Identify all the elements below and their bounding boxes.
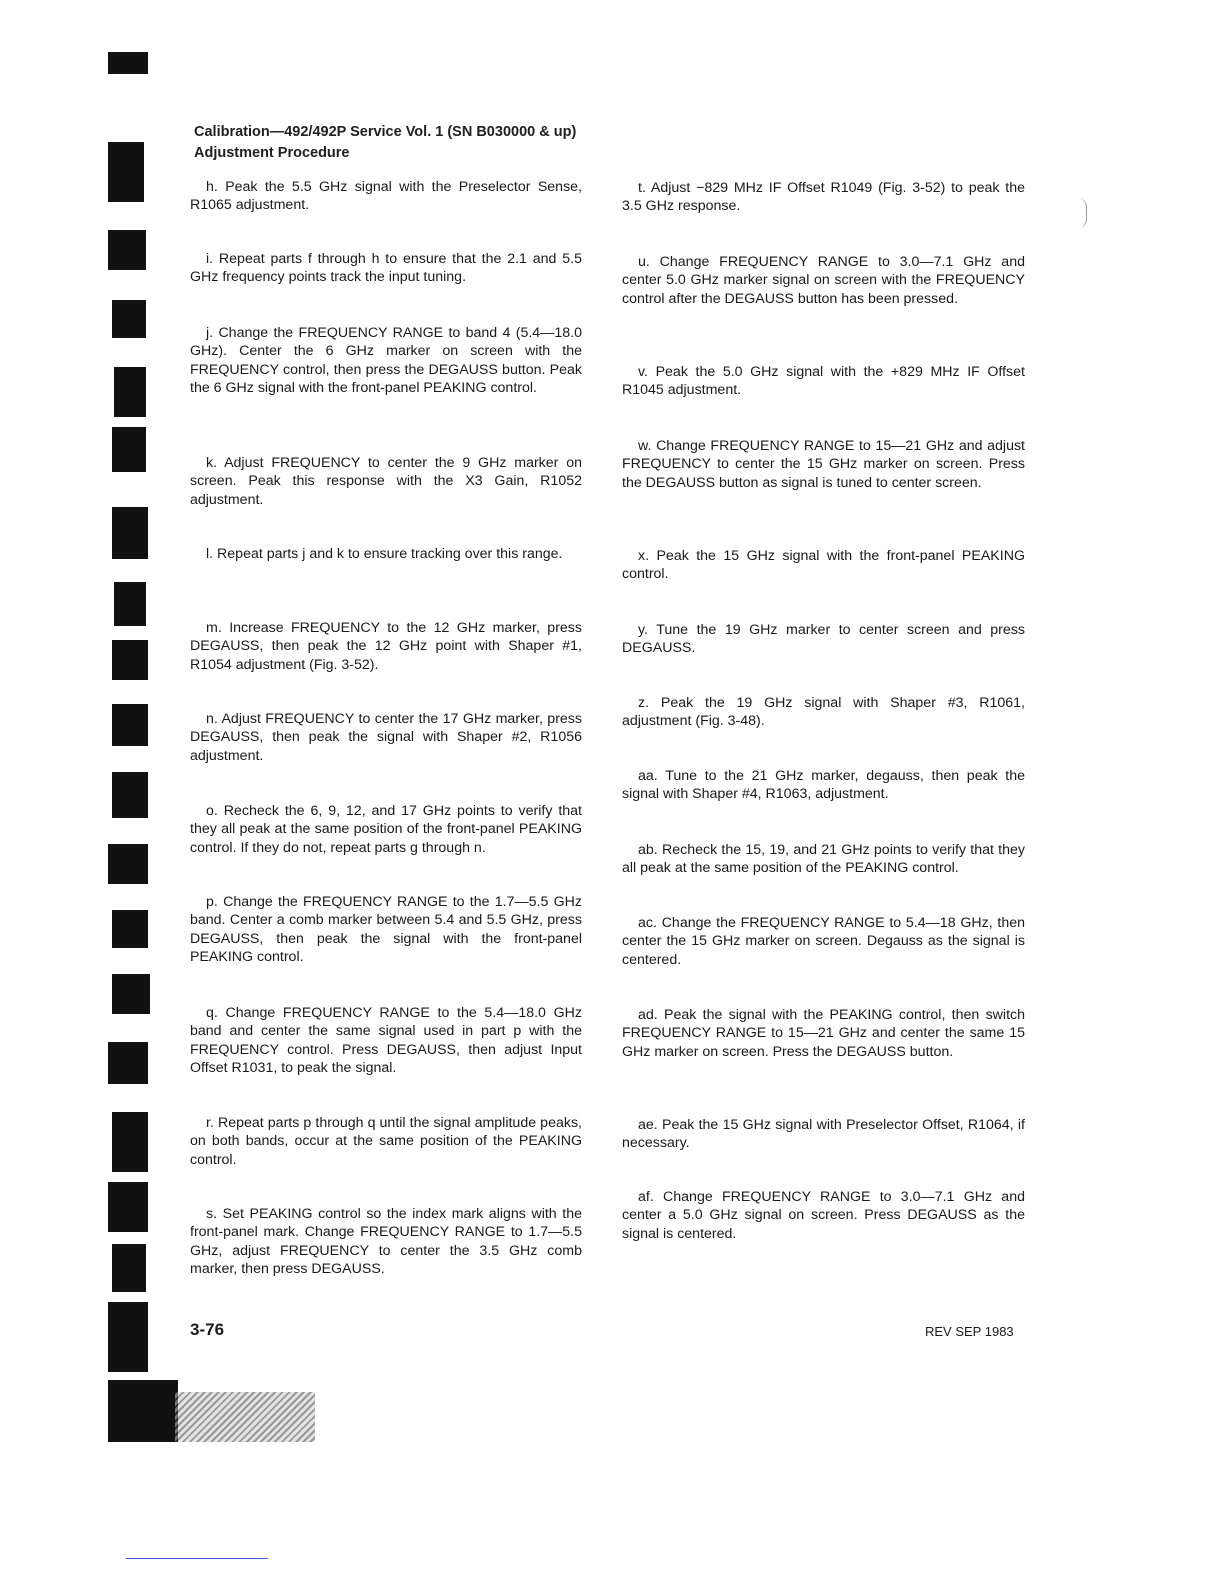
margin-pencil-mark [1078, 198, 1087, 228]
step-l: l. Repeat parts j and k to ensure tracking over this range. [206, 546, 563, 562]
step-ac: ac. Change the FREQUENCY RANGE to 5.4—18 GHz, then center the 15 GHz marker on screen. Degauss as the signal is centered. [622, 915, 1025, 968]
scan-smudge [175, 1392, 315, 1442]
scan-binding-bottom [108, 1380, 178, 1442]
step-m: m. Increase FREQUENCY to the 12 GHz marker, press DEGAUSS, then peak the 12 GHz point with Shaper #1, R1054 adjustment (Fig. 3-52). [190, 620, 582, 673]
page-number: 3-76 [190, 1320, 225, 1339]
step-ab: ab. Recheck the 15, 19, and 21 GHz points to verify that they all peak at the same position of the PEAKING control. [622, 842, 1025, 877]
step-h: h. Peak the 5.5 GHz signal with the Preselector Sense, R1065 adjustment. [190, 179, 582, 214]
step-o: o. Recheck the 6, 9, 12, and 17 GHz points to verify that they all peak at the same position of the front-panel PEAKING control. If they do not, repeat parts g through n. [190, 803, 582, 856]
step-j: j. Change the FREQUENCY RANGE to band 4 (5.4—18.0 GHz). Center the 6 GHz marker on screen with the FREQUENCY control, then press the DEGAUSS button. Peak the 6 GHz signal with the front-panel PEAKING control. [190, 325, 582, 397]
step-n: n. Adjust FREQUENCY to center the 17 GHz marker, press DEGAUSS, then peak the signal with Shaper #2, R1056 adjustment. [190, 711, 582, 764]
step-aa: aa. Tune to the 21 GHz marker, degauss, then peak the signal with Shaper #4, R1063, adjustment. [622, 768, 1026, 803]
step-y: y. Tune the 19 GHz marker to center screen and press DEGAUSS. [622, 622, 1025, 657]
step-s: s. Set PEAKING control so the index mark aligns with the front-panel mark. Change FREQUENCY RANGE to 1.7—5.5 GHz, adjust FREQUENCY to center the 3.5 GHz comb marker, then press DEGAUSS. [190, 1206, 582, 1278]
header-title: Calibration—492/492P Service Vol. 1 (SN B030000 & up) [194, 124, 577, 140]
page-header [194, 122, 576, 164]
step-i: i. Repeat parts f through h to ensure that the 2.1 and 5.5 GHz frequency points track the input tuning. [190, 251, 582, 286]
step-ad: ad. Peak the signal with the PEAKING control, then switch FREQUENCY RANGE to 15—21 GHz and center the same 15 GHz marker on screen. Press the DEGAUSS button. [622, 1007, 1025, 1060]
step-v: v. Peak the 5.0 GHz signal with the +829 MHz IF Offset R1045 adjustment. [622, 364, 1025, 399]
step-r: r. Repeat parts p through q until the signal amplitude peaks, on both bands, occur at the same position of the PEAKING control. [190, 1115, 582, 1168]
step-q: q. Change FREQUENCY RANGE to the 5.4—18.0 GHz band and center the same signal used in part p with the FREQUENCY control. Press DEGAUSS, then adjust Input Offset R1031, to peak the signal. [190, 1005, 582, 1077]
step-t: t. Adjust −829 MHz IF Offset R1049 (Fig. 3-52) to peak the 3.5 GHz response. [622, 180, 1025, 215]
step-p: p. Change the FREQUENCY RANGE to the 1.7—5.5 GHz band. Center a comb marker between 5.4 and 5.5 GHz, press DEGAUSS, then peak the signal with the front-panel PEAKING control. [190, 894, 582, 966]
revision-date: REV SEP 1983 [925, 1324, 1014, 1339]
step-w: w. Change FREQUENCY RANGE to 15—21 GHz and adjust FREQUENCY to center the 15 GHz marker on screen. Press the DEGAUSS button as signal is tuned to center screen. [622, 438, 1026, 491]
step-x: x. Peak the 15 GHz signal with the front-panel PEAKING control. [622, 548, 1025, 583]
step-ae: ae. Peak the 15 GHz signal with Preselector Offset, R1064, if necessary. [622, 1117, 1025, 1152]
step-z: z. Peak the 19 GHz signal with Shaper #3, R1061, adjustment (Fig. 3-48). [622, 695, 1025, 730]
step-af: af. Change FREQUENCY RANGE to 3.0—7.1 GHz and center a 5.0 GHz signal on screen. Press DEGAUSS as the signal is centered. [622, 1189, 1025, 1242]
bottom-link-underline [126, 1558, 268, 1559]
step-k: k. Adjust FREQUENCY to center the 9 GHz marker on screen. Peak this response with the X3 Gain, R1052 adjustment. [190, 455, 582, 508]
step-u: u. Change FREQUENCY RANGE to 3.0—7.1 GHz and center 5.0 GHz marker signal on screen with the FREQUENCY control after the DEGAUSS button has been pressed. [622, 254, 1025, 307]
header-subtitle: Adjustment Procedure [194, 145, 350, 161]
scan-binding-strip [108, 52, 148, 1442]
